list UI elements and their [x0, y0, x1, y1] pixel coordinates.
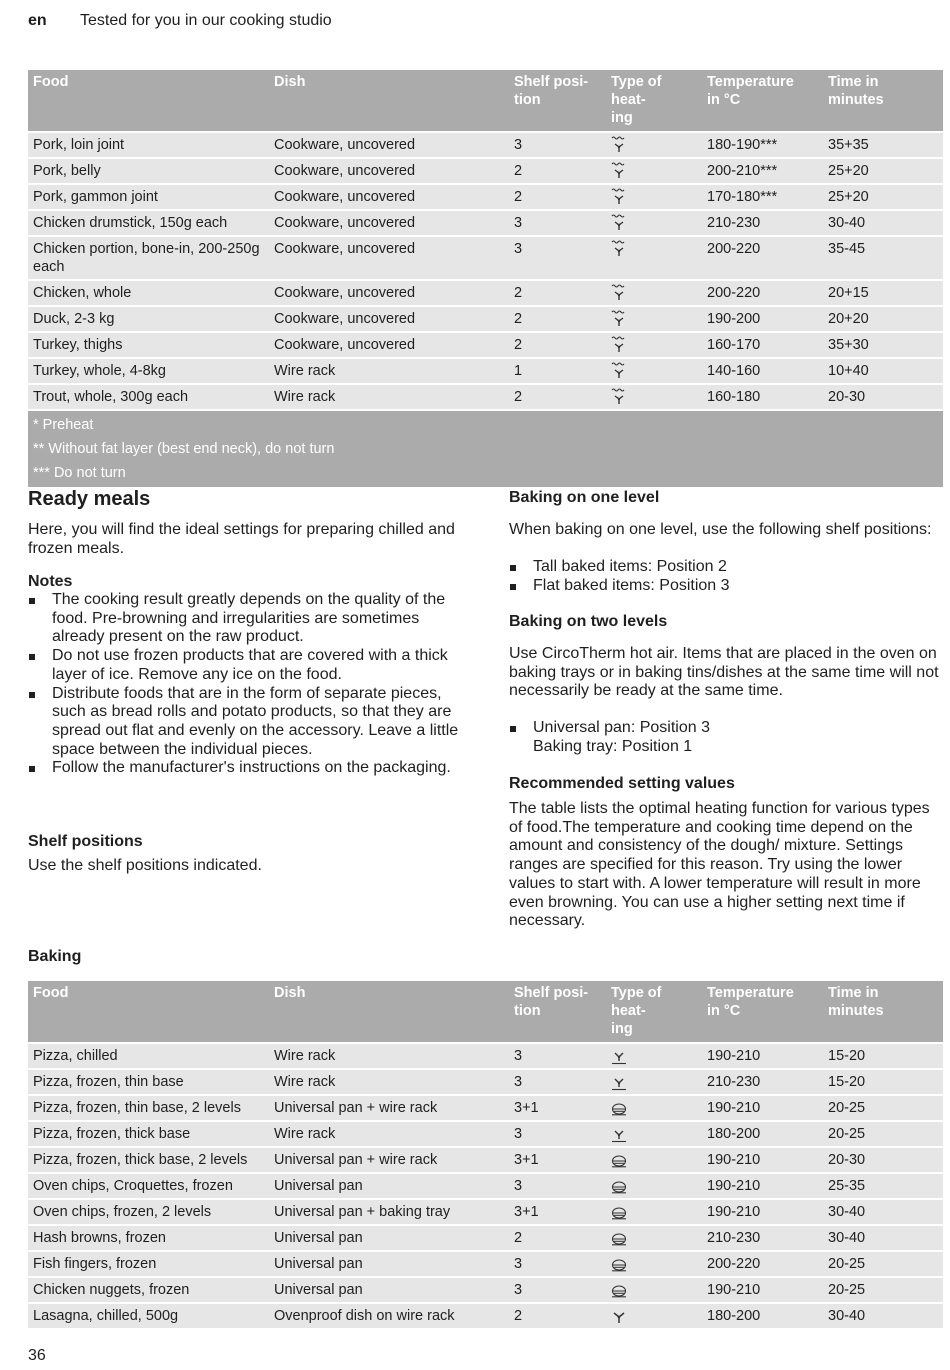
- column-header-heating: Type of heat- ing: [606, 981, 702, 1043]
- column-header-food: Food: [28, 981, 269, 1043]
- dish-cell: Universal pan + wire rack: [269, 1147, 509, 1173]
- two-levels-item-universal-pan: Universal pan: Position 3: [533, 719, 710, 736]
- time-cell: 20-25: [823, 1121, 943, 1147]
- food-cell: Chicken portion, bone-in, 200-250g each: [28, 236, 269, 280]
- shelf-position-cell: 2: [509, 332, 606, 358]
- heating-type-cell: [606, 1173, 702, 1199]
- ready-meals-heading: Ready meals: [28, 488, 151, 510]
- food-cell: Pork, belly: [28, 158, 269, 184]
- temperature-cell: 140-160: [702, 358, 823, 384]
- heating-type-cell: [606, 384, 702, 410]
- temperature-cell: 190-210: [702, 1095, 823, 1121]
- footnote-preheat: * Preheat: [33, 417, 94, 433]
- table-row: [28, 1303, 943, 1328]
- shelf-position-cell: 3: [509, 1251, 606, 1277]
- food-cell: Pizza, frozen, thick base: [28, 1121, 269, 1147]
- shelf-position-cell: 1: [509, 358, 606, 384]
- hot-air-icon: [611, 1099, 627, 1117]
- table-row: [28, 1147, 943, 1173]
- dish-cell: Cookware, uncovered: [269, 306, 509, 332]
- time-cell: 20-30: [823, 384, 943, 410]
- temperature-cell: 190-210: [702, 1147, 823, 1173]
- footnote-do-not-turn: *** Do not turn: [33, 465, 126, 481]
- time-cell: 30-40: [823, 1199, 943, 1225]
- grill-fan-icon: [611, 214, 627, 232]
- dish-cell: Cookware, uncovered: [269, 158, 509, 184]
- heating-type-cell: [606, 1251, 702, 1277]
- temperature-cell: 160-170: [702, 332, 823, 358]
- food-cell: Lasagna, chilled, 500g: [28, 1303, 269, 1328]
- shelf-position-cell: 2: [509, 280, 606, 306]
- temperature-cell: 190-210: [702, 1277, 823, 1303]
- footnotes: [28, 410, 943, 487]
- food-cell: Chicken nuggets, frozen: [28, 1277, 269, 1303]
- time-cell: 20+15: [823, 280, 943, 306]
- shelf-position-cell: 2: [509, 384, 606, 410]
- dish-cell: Universal pan + baking tray: [269, 1199, 509, 1225]
- grill-fan-icon: [611, 284, 627, 302]
- baking-heading: Baking: [28, 948, 82, 965]
- pizza-setting-icon: [611, 1047, 627, 1065]
- temperature-cell: 190-210: [702, 1173, 823, 1199]
- temperature-cell: 200-220: [702, 1251, 823, 1277]
- temperature-cell: 190-200: [702, 306, 823, 332]
- table-row: [28, 1095, 943, 1121]
- table-row: [28, 1225, 943, 1251]
- notes-heading: Notes: [28, 573, 73, 590]
- food-cell: Pizza, frozen, thick base, 2 levels: [28, 1147, 269, 1173]
- heating-type-cell: [606, 1199, 702, 1225]
- food-cell: Oven chips, Croquettes, frozen: [28, 1173, 269, 1199]
- notes-list: [28, 591, 468, 778]
- time-cell: 20-25: [823, 1277, 943, 1303]
- pizza-setting-icon: [611, 1073, 627, 1091]
- dish-cell: Universal pan: [269, 1173, 509, 1199]
- table-row: [28, 384, 943, 410]
- shelf-position-cell: 2: [509, 1225, 606, 1251]
- hot-air-icon: [611, 1151, 627, 1169]
- table-row: [28, 280, 943, 306]
- temperature-cell: 190-210: [702, 1043, 823, 1069]
- heating-type-cell: [606, 236, 702, 280]
- grill-fan-icon: [611, 136, 627, 154]
- dish-cell: Wire rack: [269, 358, 509, 384]
- shelf-position-cell: 3: [509, 236, 606, 280]
- time-cell: 30-40: [823, 1303, 943, 1328]
- food-cell: Fish fingers, frozen: [28, 1251, 269, 1277]
- time-cell: 20+20: [823, 306, 943, 332]
- column-header-shelf: Shelf posi- tion: [509, 70, 606, 132]
- temperature-cell: 190-210: [702, 1199, 823, 1225]
- hot-air-icon: [611, 1203, 627, 1221]
- hot-air-icon: [611, 1177, 627, 1195]
- heating-type-cell: [606, 210, 702, 236]
- heating-type-cell: [606, 1043, 702, 1069]
- shelf-position-cell: 2: [509, 306, 606, 332]
- time-cell: 15-20: [823, 1043, 943, 1069]
- table-row: [28, 1173, 943, 1199]
- grill-fan-icon: [611, 388, 627, 406]
- heating-type-cell: [606, 184, 702, 210]
- baking-one-level-text: When baking on one level, use the following shelf positions:: [509, 521, 932, 538]
- dish-cell: Universal pan: [269, 1225, 509, 1251]
- table-header-row: [28, 70, 943, 132]
- shelf-position-cell: 3+1: [509, 1147, 606, 1173]
- recommended-values-text: The table lists the optimal heating function for various types of food.The temperature and cooking time depend on the amount and consistency of the dough/ mixture. Settings ranges are specified for this reason. Try using the lower values to start with. A lower temperature will result in more even browning. You can use a higher setting next time if necessary.: [509, 800, 930, 930]
- table-row: [28, 1069, 943, 1095]
- dish-cell: Cookware, uncovered: [269, 132, 509, 158]
- table-row: [28, 1251, 943, 1277]
- baking-two-levels-text: Use CircoTherm hot air. Items that are placed in the oven on baking trays or in baking tins/dishes at the same time will not necessarily be ready at the same time.: [509, 645, 939, 700]
- list-item: Do not use frozen products that are covered with a thick layer of ice. Remove any ice on the food.: [28, 647, 468, 684]
- shelf-position-cell: 2: [509, 1303, 606, 1328]
- column-header-food: Food: [28, 70, 269, 132]
- time-cell: 30-40: [823, 210, 943, 236]
- dish-cell: Ovenproof dish on wire rack: [269, 1303, 509, 1328]
- shelf-position-cell: 3+1: [509, 1199, 606, 1225]
- list-item: Tall baked items: Position 2: [509, 558, 939, 577]
- column-header-time: Time in minutes: [823, 70, 943, 132]
- time-cell: 10+40: [823, 358, 943, 384]
- temperature-cell: 180-200: [702, 1303, 823, 1328]
- grill-fan-icon: [611, 362, 627, 380]
- dish-cell: Universal pan + wire rack: [269, 1095, 509, 1121]
- grill-fan-icon: [611, 310, 627, 328]
- shelf-position-cell: 3: [509, 1277, 606, 1303]
- dish-cell: Universal pan: [269, 1277, 509, 1303]
- table-row: [28, 158, 943, 184]
- table-row: [28, 332, 943, 358]
- temperature-cell: 210-230: [702, 1069, 823, 1095]
- temperature-cell: 210-230: [702, 210, 823, 236]
- shelf-position-cell: 3+1: [509, 1095, 606, 1121]
- heating-type-cell: [606, 158, 702, 184]
- column-header-shelf: Shelf posi- tion: [509, 981, 606, 1043]
- heating-type-cell: [606, 1303, 702, 1328]
- time-cell: 25+20: [823, 158, 943, 184]
- time-cell: 25-35: [823, 1173, 943, 1199]
- shelf-position-cell: 3: [509, 1069, 606, 1095]
- dish-cell: Cookware, uncovered: [269, 280, 509, 306]
- food-cell: Duck, 2-3 kg: [28, 306, 269, 332]
- dish-cell: Cookware, uncovered: [269, 332, 509, 358]
- meat-table: [28, 70, 943, 487]
- table-row: [28, 1199, 943, 1225]
- grill-fan-icon: [611, 188, 627, 206]
- list-item: [509, 719, 939, 756]
- dish-cell: Wire rack: [269, 384, 509, 410]
- food-cell: Oven chips, frozen, 2 levels: [28, 1199, 269, 1225]
- temperature-cell: 170-180***: [702, 184, 823, 210]
- language-code: en: [28, 12, 47, 29]
- column-header-heating: Type of heat- ing: [606, 70, 702, 132]
- heating-type-cell: [606, 1095, 702, 1121]
- column-header-dish: Dish: [269, 70, 509, 132]
- time-cell: 15-20: [823, 1069, 943, 1095]
- one-level-list: [509, 558, 939, 595]
- baking-table: [28, 981, 943, 1328]
- grill-fan-icon: [611, 336, 627, 354]
- grill-fan-icon: [611, 162, 627, 180]
- table-row: [28, 184, 943, 210]
- temperature-cell: 210-230: [702, 1225, 823, 1251]
- table-row: [28, 306, 943, 332]
- food-cell: Chicken, whole: [28, 280, 269, 306]
- time-cell: 20-30: [823, 1147, 943, 1173]
- time-cell: 20-25: [823, 1095, 943, 1121]
- page-number: 36: [28, 1347, 46, 1364]
- column-header-temperature: Temperature in °C: [702, 70, 823, 132]
- heating-type-cell: [606, 280, 702, 306]
- heating-type-cell: [606, 358, 702, 384]
- list-item: Distribute foods that are in the form of separate pieces, such as bread rolls and potato products, so that they are spread out flat and evenly on the accessory. Leave a little space between the individual pieces.: [28, 685, 468, 760]
- temperature-cell: 200-220: [702, 280, 823, 306]
- heating-type-cell: [606, 306, 702, 332]
- shelf-position-cell: 2: [509, 184, 606, 210]
- temperature-cell: 160-180: [702, 384, 823, 410]
- page-header-title: Tested for you in our cooking studio: [80, 12, 332, 29]
- food-cell: Pizza, chilled: [28, 1043, 269, 1069]
- fan-icon: [611, 1307, 627, 1325]
- two-levels-item-baking-tray: Baking tray: Position 1: [533, 737, 693, 755]
- shelf-position-cell: 2: [509, 158, 606, 184]
- list-item: The cooking result greatly depends on the quality of the food. Pre-browning and irregularities are sometimes already present on the raw product.: [28, 591, 468, 647]
- table-row: [28, 358, 943, 384]
- shelf-position-cell: 3: [509, 1121, 606, 1147]
- shelf-position-cell: 3: [509, 210, 606, 236]
- food-cell: Turkey, thighs: [28, 332, 269, 358]
- footnote-row: [28, 410, 943, 487]
- shelf-positions-heading: Shelf positions: [28, 833, 143, 850]
- temperature-cell: 180-190***: [702, 132, 823, 158]
- dish-cell: Cookware, uncovered: [269, 236, 509, 280]
- heating-type-cell: [606, 1069, 702, 1095]
- table-row: [28, 1043, 943, 1069]
- food-cell: Chicken drumstick, 150g each: [28, 210, 269, 236]
- grill-fan-icon: [611, 240, 627, 258]
- hot-air-icon: [611, 1281, 627, 1299]
- food-cell: Pizza, frozen, thin base, 2 levels: [28, 1095, 269, 1121]
- baking-one-level-heading: Baking on one level: [509, 489, 660, 506]
- heating-type-cell: [606, 332, 702, 358]
- ready-meals-intro: Here, you will find the ideal settings for preparing chilled and frozen meals.: [28, 521, 455, 557]
- heating-type-cell: [606, 1277, 702, 1303]
- food-cell: Trout, whole, 300g each: [28, 384, 269, 410]
- time-cell: 25+20: [823, 184, 943, 210]
- dish-cell: Cookware, uncovered: [269, 210, 509, 236]
- food-cell: Pork, gammon joint: [28, 184, 269, 210]
- pizza-setting-icon: [611, 1125, 627, 1143]
- table-row: [28, 1277, 943, 1303]
- hot-air-icon: [611, 1255, 627, 1273]
- temperature-cell: 200-210***: [702, 158, 823, 184]
- shelf-positions-text: Use the shelf positions indicated.: [28, 857, 262, 874]
- food-cell: Hash browns, frozen: [28, 1225, 269, 1251]
- hot-air-icon: [611, 1229, 627, 1247]
- dish-cell: Wire rack: [269, 1069, 509, 1095]
- food-cell: Turkey, whole, 4-8kg: [28, 358, 269, 384]
- shelf-position-cell: 3: [509, 132, 606, 158]
- table-row: [28, 1121, 943, 1147]
- footnote-fat-layer: ** Without fat layer (best end neck), do not turn: [33, 441, 335, 457]
- list-item: Flat baked items: Position 3: [509, 577, 939, 596]
- column-header-dish: Dish: [269, 981, 509, 1043]
- table-row: [28, 132, 943, 158]
- heating-type-cell: [606, 1147, 702, 1173]
- dish-cell: Wire rack: [269, 1043, 509, 1069]
- heating-type-cell: [606, 132, 702, 158]
- heating-type-cell: [606, 1225, 702, 1251]
- table-header-row: [28, 981, 943, 1043]
- shelf-position-cell: 3: [509, 1173, 606, 1199]
- recommended-values-heading: Recommended setting values: [509, 775, 735, 792]
- food-cell: Pork, loin joint: [28, 132, 269, 158]
- dish-cell: Cookware, uncovered: [269, 184, 509, 210]
- two-levels-list: [509, 719, 939, 756]
- table-row: [28, 210, 943, 236]
- temperature-cell: 180-200: [702, 1121, 823, 1147]
- column-header-temperature: Temperature in °C: [702, 981, 823, 1043]
- time-cell: 35-45: [823, 236, 943, 280]
- temperature-cell: 200-220: [702, 236, 823, 280]
- time-cell: 35+30: [823, 332, 943, 358]
- dish-cell: Wire rack: [269, 1121, 509, 1147]
- time-cell: 30-40: [823, 1225, 943, 1251]
- time-cell: 20-25: [823, 1251, 943, 1277]
- time-cell: 35+35: [823, 132, 943, 158]
- shelf-position-cell: 3: [509, 1043, 606, 1069]
- list-item: Follow the manufacturer's instructions on the packaging.: [28, 759, 468, 778]
- table-row: [28, 236, 943, 280]
- heating-type-cell: [606, 1121, 702, 1147]
- column-header-time: Time in minutes: [823, 981, 943, 1043]
- baking-two-levels-heading: Baking on two levels: [509, 613, 668, 630]
- dish-cell: Universal pan: [269, 1251, 509, 1277]
- food-cell: Pizza, frozen, thin base: [28, 1069, 269, 1095]
